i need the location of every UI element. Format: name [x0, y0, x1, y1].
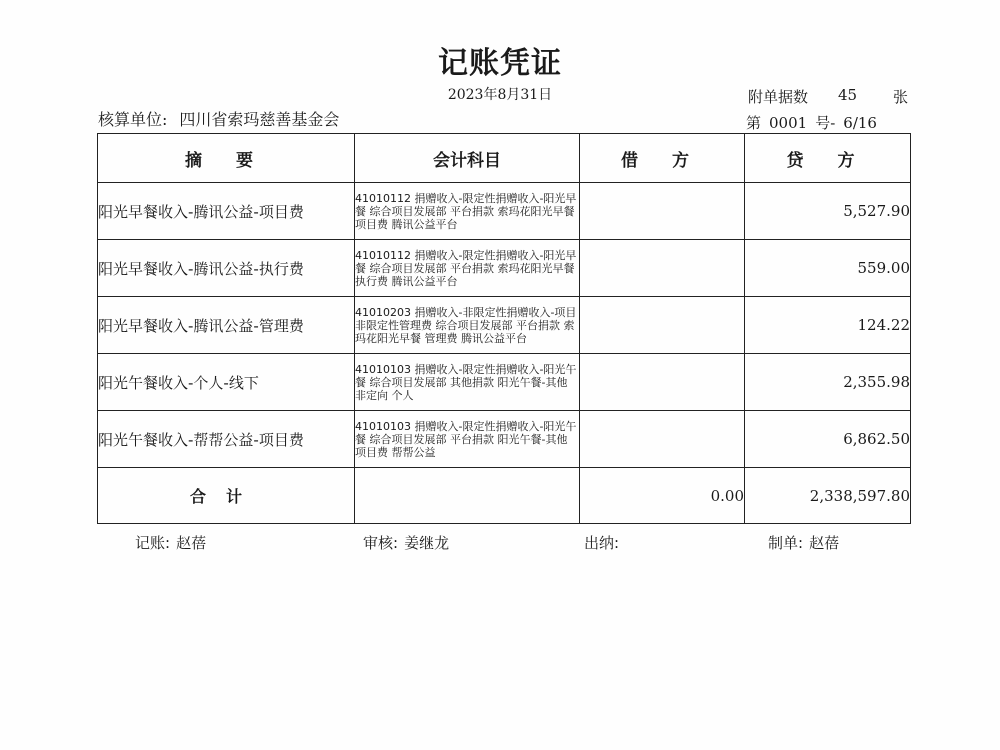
- row-account: 41010112 捐赠收入-限定性捐赠收入-阳光早餐 综合项目发展部 平台捐款 索玛花阳光早餐 项目费 腾讯公益平台: [355, 183, 580, 240]
- voucher-suffix: 号-: [815, 114, 836, 132]
- row-credit: 2,355.98: [745, 354, 911, 411]
- page-title: 记账凭证: [438, 46, 562, 81]
- voucher-page: 6/16: [843, 114, 877, 132]
- table-row: [98, 183, 911, 240]
- col-credit: 贷 方: [745, 134, 911, 183]
- row-credit: 5,527.90: [745, 183, 911, 240]
- table-row: [98, 411, 911, 468]
- voucher-number: [746, 112, 885, 133]
- footer-reviewer: [363, 532, 449, 553]
- table-row: [98, 297, 911, 354]
- row-summary: 阳光早餐收入-腾讯公益-项目费: [98, 183, 355, 240]
- accounting-unit-label: 核算单位:: [98, 110, 168, 129]
- row-account: 41010203 捐赠收入-非限定性捐赠收入-项目非限定性管理费 综合项目发展部 平台捐款 索玛花阳光早餐 管理费 腾讯公益平台: [355, 297, 580, 354]
- table-row: [98, 354, 911, 411]
- row-summary: 阳光午餐收入-个人-线下: [98, 354, 355, 411]
- col-summary: 摘 要: [98, 134, 355, 183]
- attachments-count: 45: [838, 86, 858, 104]
- col-debit: 借 方: [580, 134, 745, 183]
- total-spacer: [355, 468, 580, 524]
- row-summary: 阳光早餐收入-腾讯公益-管理费: [98, 297, 355, 354]
- row-summary: 阳光午餐收入-帮帮公益-项目费: [98, 411, 355, 468]
- row-debit: [580, 411, 745, 468]
- voucher-prefix: 第: [746, 114, 762, 132]
- total-credit: 2,338,597.80: [745, 468, 911, 524]
- total-label: [98, 468, 355, 524]
- total-row: [98, 468, 911, 524]
- row-account: 41010103 捐赠收入-限定性捐赠收入-阳光午餐 综合项目发展部 其他捐款 阳光午餐-其他 非定向 个人: [355, 354, 580, 411]
- cashier-label: 出纳:: [584, 534, 620, 552]
- attachments-unit: 张: [893, 88, 909, 106]
- attachments-info: [748, 86, 909, 107]
- accounting-unit: [98, 107, 339, 130]
- preparer-label: 制单:: [768, 534, 804, 552]
- footer-bookkeeper: [135, 532, 206, 553]
- total-debit: 0.00: [580, 468, 745, 524]
- row-account: 41010103 捐赠收入-限定性捐赠收入-阳光午餐 综合项目发展部 平台捐款 阳光午餐-其他 项目费 帮帮公益: [355, 411, 580, 468]
- attachments-label: 附单据数: [748, 88, 809, 106]
- row-debit: [580, 240, 745, 297]
- row-summary: 阳光早餐收入-腾讯公益-执行费: [98, 240, 355, 297]
- voucher-number-value: 0001: [769, 114, 808, 132]
- bookkeeper-name: 赵蓓: [176, 534, 207, 552]
- voucher-date: 2023年8月31日: [447, 87, 553, 103]
- preparer-name: 赵蓓: [809, 534, 840, 552]
- accounting-unit-name: 四川省索玛慈善基金会: [179, 110, 340, 129]
- row-credit: 6,862.50: [745, 411, 911, 468]
- table-header: [98, 134, 911, 183]
- reviewer-label: 审核:: [363, 534, 399, 552]
- voucher-table: [97, 133, 911, 524]
- row-credit: 559.00: [745, 240, 911, 297]
- table-row: [98, 240, 911, 297]
- row-debit: [580, 183, 745, 240]
- row-account: 41010112 捐赠收入-限定性捐赠收入-阳光早餐 综合项目发展部 平台捐款 索玛花阳光早餐 执行费 腾讯公益平台: [355, 240, 580, 297]
- bookkeeper-label: 记账:: [135, 534, 171, 552]
- footer-preparer: [768, 532, 839, 553]
- total-label-text: 合计: [189, 487, 262, 506]
- reviewer-name: 姜继龙: [404, 534, 450, 552]
- row-credit: 124.22: [745, 297, 911, 354]
- row-debit: [580, 354, 745, 411]
- col-account: 会计科目: [355, 134, 580, 183]
- row-debit: [580, 297, 745, 354]
- footer-cashier: [584, 532, 625, 553]
